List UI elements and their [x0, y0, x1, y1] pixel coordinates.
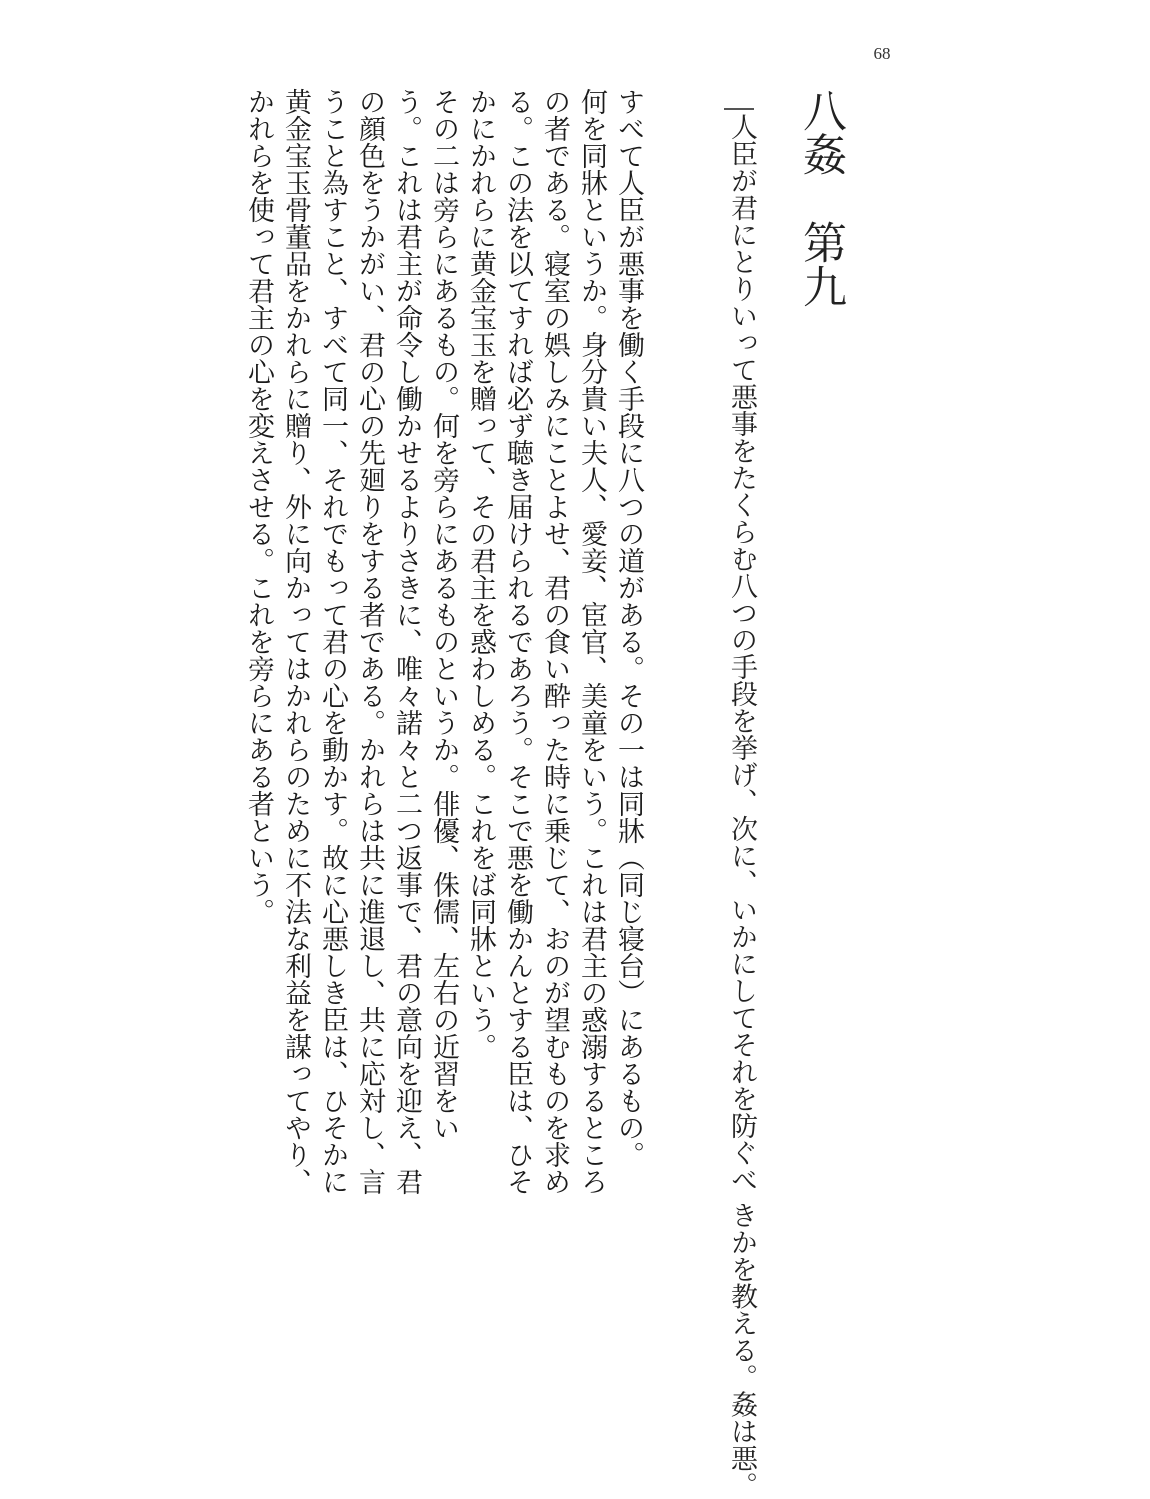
body-line: かにかれらに黄金宝玉を贈って、その君主を惑わしめる。これをば同牀という。: [465, 88, 496, 1060]
body-line: その二は旁らにあるもの。何を旁らにあるものというか。俳優、侏儒、左右の近習をい: [428, 88, 459, 1141]
body-line: かれらを使って君主の心を変えさせる。これを旁らにある者という。: [243, 88, 274, 925]
body-text: [243, 88, 647, 1195]
body-line: 黄金宝玉骨董品をかれらに贈り、外に向かってはかれらのために不法な利益を謀ってやり、: [280, 88, 311, 1195]
body-line: 何を同牀というか。身分貴い夫人、愛妾、宦官、美童をいう。これは君主の惑溺するところ: [576, 88, 607, 1195]
body-line: る。この法を以てすれば必ず聴き届けられるであろう。そこで悪を働かんとする臣は、ひそ: [502, 88, 533, 1195]
summary-line: 人臣が君にとりいって悪事をたくらむ八つの手段を挙げ、次に、いかにしてそれを防ぐべ: [726, 113, 757, 1193]
page-number: 68: [873, 44, 891, 63]
body-line: の顔色をうかがい、君の心の先廻りをする者である。かれらは共に進退し、共に応対し、言: [354, 88, 385, 1195]
chapter-summary: [680, 113, 760, 1499]
body-line: の者である。寝室の娯しみにことよせ、君の食い酔った時に乗じて、おのが望むものを求め: [539, 88, 570, 1195]
body-line: うこと為すこと、すべて同一、それでもって君の心を動かす。故に心悪しき臣は、ひそかに: [317, 88, 348, 1195]
chapter-title: 八姦 第九: [795, 88, 846, 308]
body-line: すべて人臣が悪事を働く手段に八つの道がある。その一は同牀（同じ寝台）にあるもの。: [613, 88, 644, 1168]
summary-line: きかを教える。姦は悪。: [726, 1201, 757, 1499]
body-line: う。これは君主が命令し働かせるよりさきに、唯々諾々と二つ返事で、君の意向を迎え、君: [391, 88, 422, 1195]
summary-divider: [724, 108, 754, 110]
